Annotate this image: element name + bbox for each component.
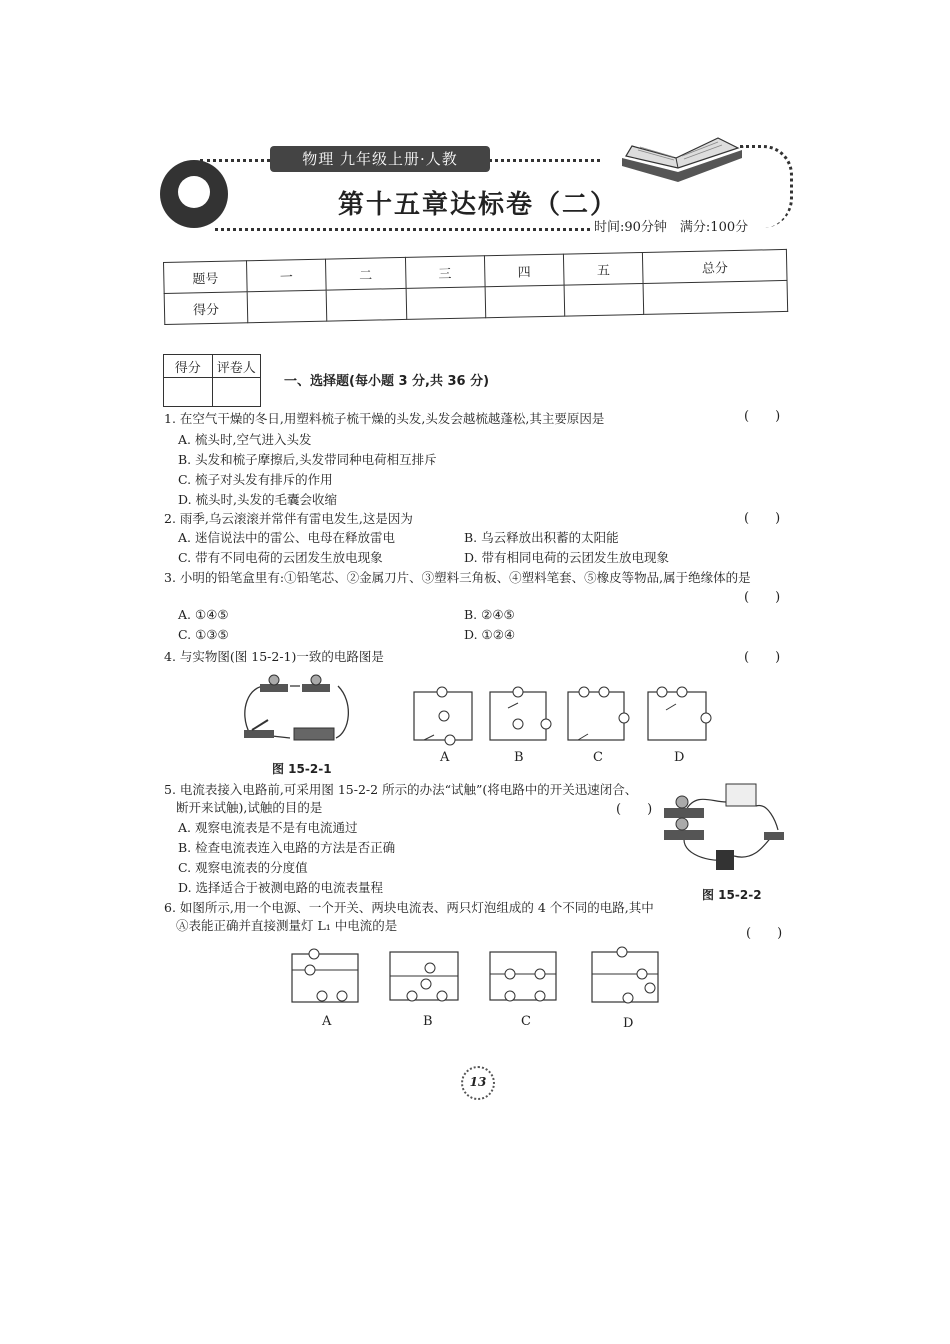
question-5-option-c: C. 观察电流表的分度值 [178,860,308,875]
score-cell: 四 [484,254,564,287]
answer-paren[interactable]: ( ) [744,650,781,665]
answer-paren[interactable]: ( ) [616,802,653,817]
section-heading: 一、选择题(每小题 3 分,共 36 分) [284,374,490,389]
score-input-cell[interactable] [247,290,327,323]
exam-meta: 时间:90分钟 满分:100分 [594,220,749,235]
answer-paren[interactable]: ( ) [744,511,781,526]
q6-label-c: C [521,1014,531,1029]
score-table [163,249,788,325]
q6-label-d: D [623,1016,634,1031]
score-input-cell[interactable] [643,280,787,314]
q4-label-b: B [514,750,524,765]
score-cell: 三 [405,256,485,289]
score-input-cell[interactable] [485,285,565,318]
question-5-stem-line2: 断开来试触),试触的目的是 [176,800,323,815]
figure-15-2-2-apparatus [656,782,786,874]
open-book-icon [618,128,746,186]
score-cell: 一 [246,259,326,292]
score-input-cell[interactable] [326,288,406,321]
question-3-option-d: D. ①②④ [464,627,516,642]
q4-label-c: C [593,750,603,765]
score-input-cell[interactable] [406,287,486,320]
q4-label-d: D [674,750,685,765]
q4-circuit-d [648,688,712,744]
grader-name-label: 评卷人 [212,355,261,378]
q4-circuit-c [568,688,628,744]
answer-paren[interactable]: ( ) [746,926,783,941]
q6-circuit-d [592,944,662,1008]
q4-circuit-a [414,688,474,744]
question-2-option-c: C. 带有不同电荷的云团发生放电现象 [178,550,383,565]
figure-15-2-1-circuit [238,672,348,752]
question-6-stem-line2: Ⓐ表能正确并直接测量灯 L₁ 中电流的是 [176,918,398,933]
question-5-option-d: D. 选择适合于被测电路的电流表量程 [178,880,384,895]
header-dotted-line-bottom [215,228,590,231]
score-input-cell[interactable] [564,283,644,316]
score-cell: 得分 [164,292,248,325]
question-2-option-a: A. 迷信说法中的雷公、电母在释放雷电 [178,530,395,545]
question-3-option-a: A. ①④⑤ [178,607,229,622]
answer-paren[interactable]: ( ) [744,409,781,424]
question-1-option-c: C. 梳子对头发有排斥的作用 [178,472,333,487]
question-1-option-b: B. 头发和梳子摩擦后,头发带同种电荷相互排斥 [178,452,437,467]
score-cell: 总分 [643,249,787,283]
question-5-stem-line1: 5. 电流表接入电路前,可采用图 15-2-2 所示的办法“试触”(将电路中的开关迅速闭合、 [164,782,638,797]
q6-circuit-b [390,946,460,1004]
paper-title: 第十五章达标卷（二） [338,190,619,220]
question-3-option-c: C. ①③⑤ [178,627,229,642]
question-5-option-b: B. 检查电流表连入电路的方法是否正确 [178,840,396,855]
q6-label-a: A [322,1014,332,1029]
header-banner: 物理 九年级上册·人教 [270,146,490,172]
question-1-option-d: D. 梳头时,头发的毛囊会收缩 [178,492,337,507]
question-2-stem: 2. 雨季,乌云滚滚并常伴有雷电发生,这是因为 [164,511,413,526]
score-cell: 二 [326,257,406,290]
figure-15-2-1-caption: 图 15-2-1 [272,762,332,776]
question-4-stem: 4. 与实物图(图 15-2-1)一致的电路图是 [164,649,384,664]
grader-score-cell[interactable] [164,378,213,407]
question-2-option-d: D. 带有相同电荷的云团发生放电现象 [464,550,670,565]
question-3-option-b: B. ②④⑤ [464,607,515,622]
grader-score-label: 得分 [164,355,213,378]
publisher-logo [160,160,228,228]
page-number: 13 [461,1066,495,1100]
question-1-option-a: A. 梳头时,空气进入头发 [178,432,312,447]
q6-label-b: B [423,1014,433,1029]
score-cell: 五 [563,252,643,285]
grader-table [163,354,261,407]
answer-paren[interactable]: ( ) [744,590,781,605]
figure-15-2-2-caption: 图 15-2-2 [702,888,762,902]
q6-circuit-a [292,946,362,1004]
q6-circuit-c [490,946,560,1004]
question-2-option-b: B. 乌云释放出积蓄的太阳能 [464,530,619,545]
score-cell: 题号 [164,261,248,294]
question-6-stem-line1: 6. 如图所示,用一个电源、一个开关、两块电流表、两只灯泡组成的 4 个不同的电路,其中 [164,900,654,915]
q4-circuit-b [490,688,550,744]
question-1-stem: 1. 在空气干燥的冬日,用塑料梳子梳干燥的头发,头发会越梳越蓬松,其主要原因是 [164,411,605,426]
question-5-option-a: A. 观察电流表是不是有电流通过 [178,820,358,835]
question-3-stem: 3. 小明的铅笔盒里有:①铅笔芯、②金属刀片、③塑料三角板、④塑料笔套、⑤橡皮等物品,属于绝缘体的是 [164,570,751,585]
grader-name-cell[interactable] [212,378,261,407]
q4-label-a: A [440,750,450,765]
